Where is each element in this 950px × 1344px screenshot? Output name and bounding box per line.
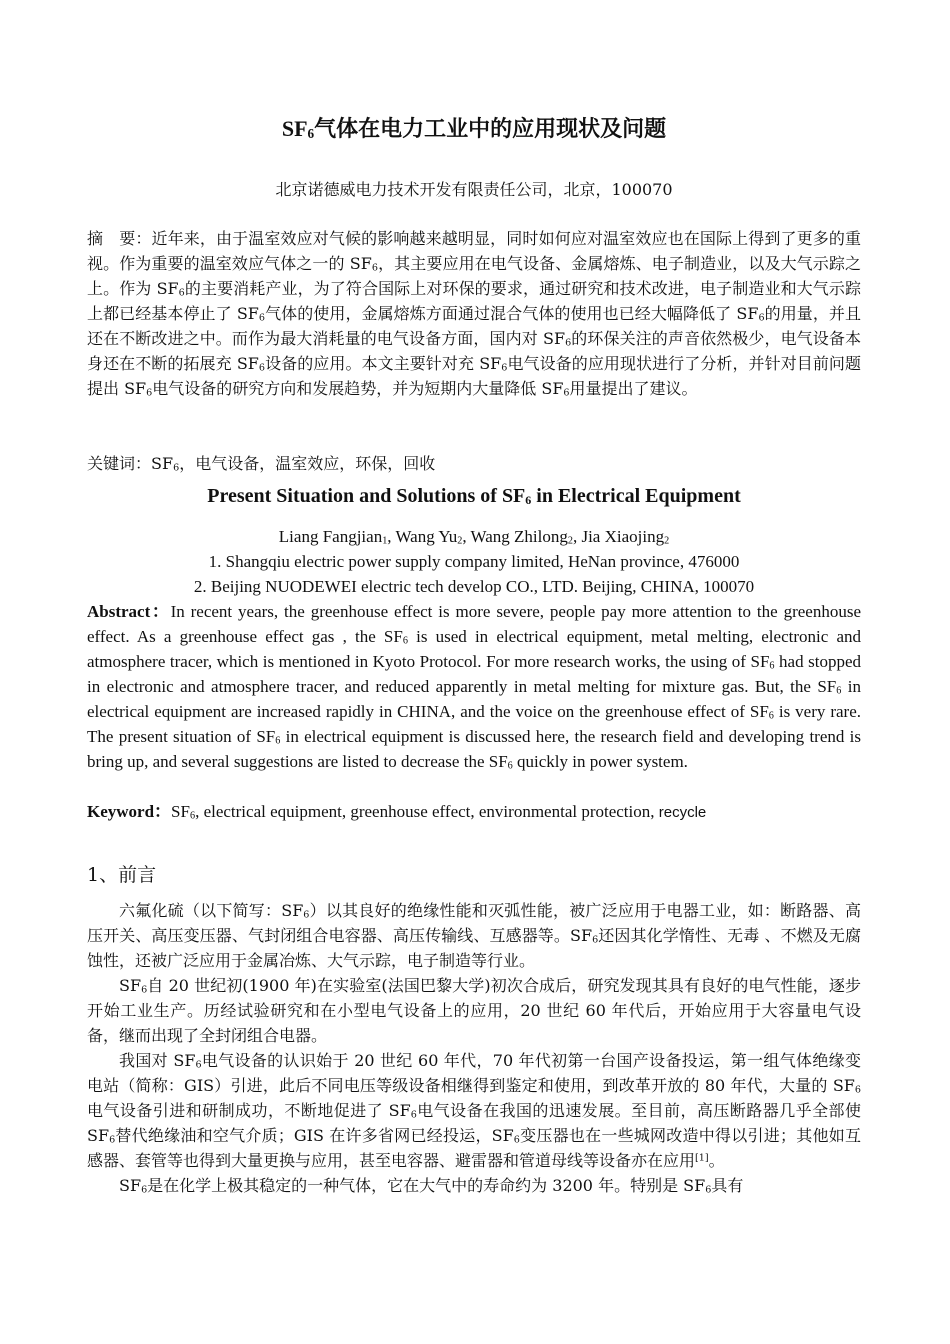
- paragraph: 我国对 $SF_6$电气设备的认识始于 20 世纪 60 年代，70 年代初第一台国产设备投运，第一组气体绝缘变电站（简称：GIS）引进，此后不同电压等级设备相继得到鉴定和使用，到改革开放的 80 年代，大量的 $SF_6$电气设备引进和研制成功，不断地促进了 $SF_6$电气设备在我国的迅速发展。至目前，高压断路器几乎全部使 $SF_6$替代绝缘油和空气介质；GIS 在许多省网已经投运，$SF_6$变压器也在一些城网改造中得以引进；其他如互感器、套管等也得到大量更换与应用，甚至电容器、避雷器和管道母线等设备亦在应用[1]。: [87, 1051, 861, 1170]
- paragraph: $SF_6$是在化学上极其稳定的一种气体，它在大气中的寿命约为 3200 年。特别是 $SF_6$具有: [119, 1176, 744, 1196]
- paper-title-en: Present Situation and Solutions of $SF_6$ in Electrical Equipment: [207, 485, 741, 507]
- keywords-zh: 关键词：$SF_6$，电气设备，温室效应，环保，回收: [87, 454, 436, 474]
- abstract-en-label: Abstract：: [87, 602, 171, 621]
- authors-en: Liang Fangjian$_1$, Wang $Yu_2$, Wang Zhilong$_2$, Jia Xiaojing$_2$: [278, 527, 670, 547]
- section-heading: 1、前言: [87, 864, 157, 886]
- abstract-zh: 摘 要：近年来，由于温室效应对气候的影响越来越明显，同时如何应对温室效应也在国际上得到了更多的重视。作为重要的温室效应气体之一的 $SF_6$，其主要应用在电气设备、金属熔炼、电子制造业，以及大气示踪之上。作为 $SF_6$的主要消耗产业，为了符合国际上对环保的要求，通过研究和技术改进，电子制造业和大气示踪上都已经基本停止了 $SF_6$气体的使用，金属熔炼方面通过混合气体的使用也已经大幅降低了 $SF_6$的用量，并且还在不断改进之中。而作为最大消耗量的电气设备方面，国内对 $SF_6$的环保关注的声音依然极少，电气设备本身还在不断的拓展充 $SF_6$设备的应用。本文主要针对充 $SF_6$电气设备的应用现状进行了分析，并针对目前问题提出 $SF_6$电气设备的研究方向和发展趋势，并为短期内大量降低 $SF_6$用量提出了建议。: [87, 229, 861, 399]
- abstract-en: Abstract：In recent years, the greenhouse effect is more severe, people pay more attention to the greenhouse effect. As a greenhouse effect gas , the $SF_6$ is used in electrical equipment, metal melting, electronic and atmosphere tracer, which is mentioned in Kyoto Protocol. For more research works, the using of $SF_6$ had stopped in electronic and atmosphere tracer, and reduced apparently in metal melting for mixture gas. But, the $SF_6$ in electrical equipment are increased rapidly in CHINA, and the voice on the greenhouse effect of $SF_6$ is very rare. The present situation of $SF_6$ in electrical equipment is discussed here, the research field and developing trend is bring up, and several suggestions are listed to decrease the $SF_6$ quickly in power system.: [87, 602, 862, 772]
- citation-ref[interactable]: [1]: [695, 1152, 709, 1164]
- affiliation-en-1: 1. Shangqiu electric power supply company limited, HeNan province, 476000: [208, 552, 740, 571]
- paper-title: $SF_6$气体在电力工业中的应用现状及问题: [281, 116, 667, 141]
- paragraph: $SF_6$自 20 世纪初(1900 年)在实验室(法国巴黎大学)初次合成后，研究发现其具有良好的电气性能，逐步开始工业生产。历经试验研究和在小型电气设备上的应用，20 世纪 60 年代后，开始应用于大容量电气设备，继而出现了全封闭组合电器。: [87, 976, 861, 1045]
- keywords-en: Keyword：$SF_6$, electrical equipment, greenhouse effect, environmental protection, recycle: [87, 802, 707, 822]
- affiliation-en-2: 2. Beijing NUODEWEI electric tech develop CO., LTD. Beijing, CHINA, 100070: [193, 577, 755, 596]
- section-body: [87, 898, 861, 1198]
- paragraph: 六氟化硫（以下简写：$SF_6$）以其良好的绝缘性能和灭弧性能，被广泛应用于电器工业，如：断路器、高压开关、高压变压器、气封闭组合电容器、高压传输线、互感器等。$SF_6$还因其化学惰性、无毒 、不燃及无腐蚀性，还被广泛应用于金属冶炼、大气示踪，电子制造等行业。: [87, 901, 861, 970]
- abstract-zh-label: 摘 要：: [87, 229, 152, 248]
- affiliation-zh: 北京诺德威电力技术开发有限责任公司，北京，100070: [275, 180, 673, 199]
